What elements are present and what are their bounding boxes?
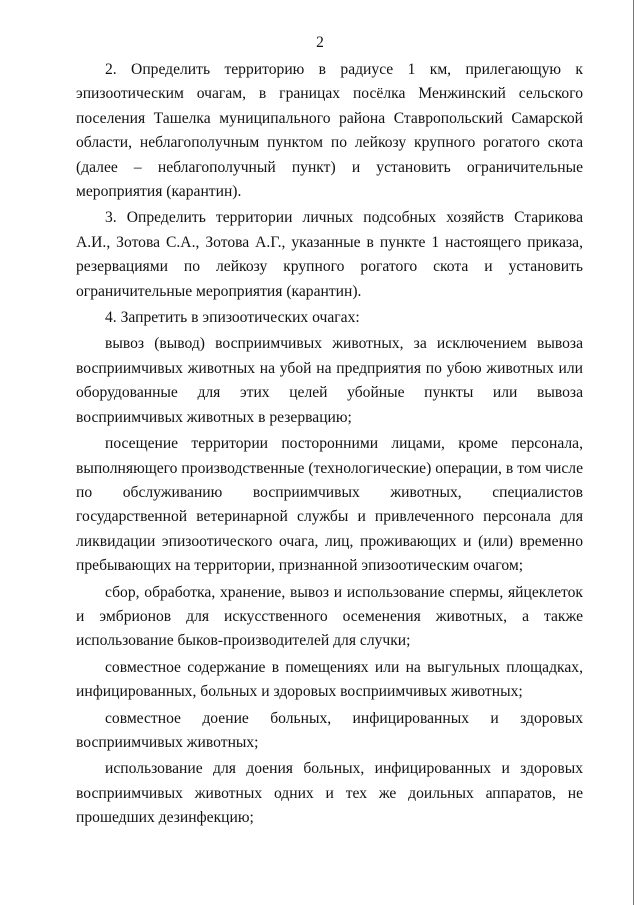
paragraph-item-2: 2. Определить территорию в радиусе 1 км, прилегающую к эпизоотическим очагам, в границах посёлка Менжинский сельского поселения Ташелка муниципального района Ставропольский Самарской области, неблагополучным пунктом по лейкозу крупного рогатого скота (далее – неблагополучный пункт) и установить ограничительные мероприятия (карантин).: [76, 61, 583, 201]
document-body: [76, 58, 583, 831]
prohibition-milking-machines: использование для доения больных, инфицированных и здоровых восприимчивых животных одних и тех же доильных аппаратов, не прошедших дезинфекцию;: [76, 760, 583, 827]
prohibition-semen: сбор, обработка, хранение, вывоз и использование спермы, яйцеклеток и эмбрионов для искусственного осеменения животных, а также использование быков-производителей для случки;: [76, 583, 583, 650]
prohibition-export: вывоз (вывод) восприимчивых животных, за исключением вывоза восприимчивых животных на убой на предприятия по убою животных или оборудованные для этих целей убойные пункты или вывоза восприимчивых животных в резервацию;: [76, 335, 583, 426]
paragraph-item-3: 3. Определить территории личных подсобных хозяйств Старикова А.И., Зотова С.А., Зотова А.Г., указанные в пункте 1 настоящего приказа, резервациями по лейкозу крупного рогатого скота и установить ограничительные мероприятия (карантин).: [76, 209, 583, 300]
prohibition-visits: посещение территории посторонними лицами, кроме персонала, выполняющего производственные (технологические) операции, в том числе по обслуживанию восприимчивых животных, специалистов государственной ветеринарной службы и привлеченного персонала для ликвидации эпизоотического очага, лиц, проживающих и (или) временно пребывающих на территории, признанной эпизоотическим очагом;: [76, 435, 583, 575]
prohibition-joint-keeping: совместное содержание в помещениях или на выгульных площадках, инфицированных, больных и здоровых восприимчивых животных;: [76, 658, 583, 701]
paragraph-item-4: 4. Запретить в эпизоотических очагах:: [105, 309, 360, 327]
page-edge-line: [633, 0, 634, 905]
prohibition-joint-milking: совместное доение больных, инфицированных и здоровых восприимчивых животных;: [76, 709, 583, 751]
page-number: 2: [316, 34, 324, 51]
